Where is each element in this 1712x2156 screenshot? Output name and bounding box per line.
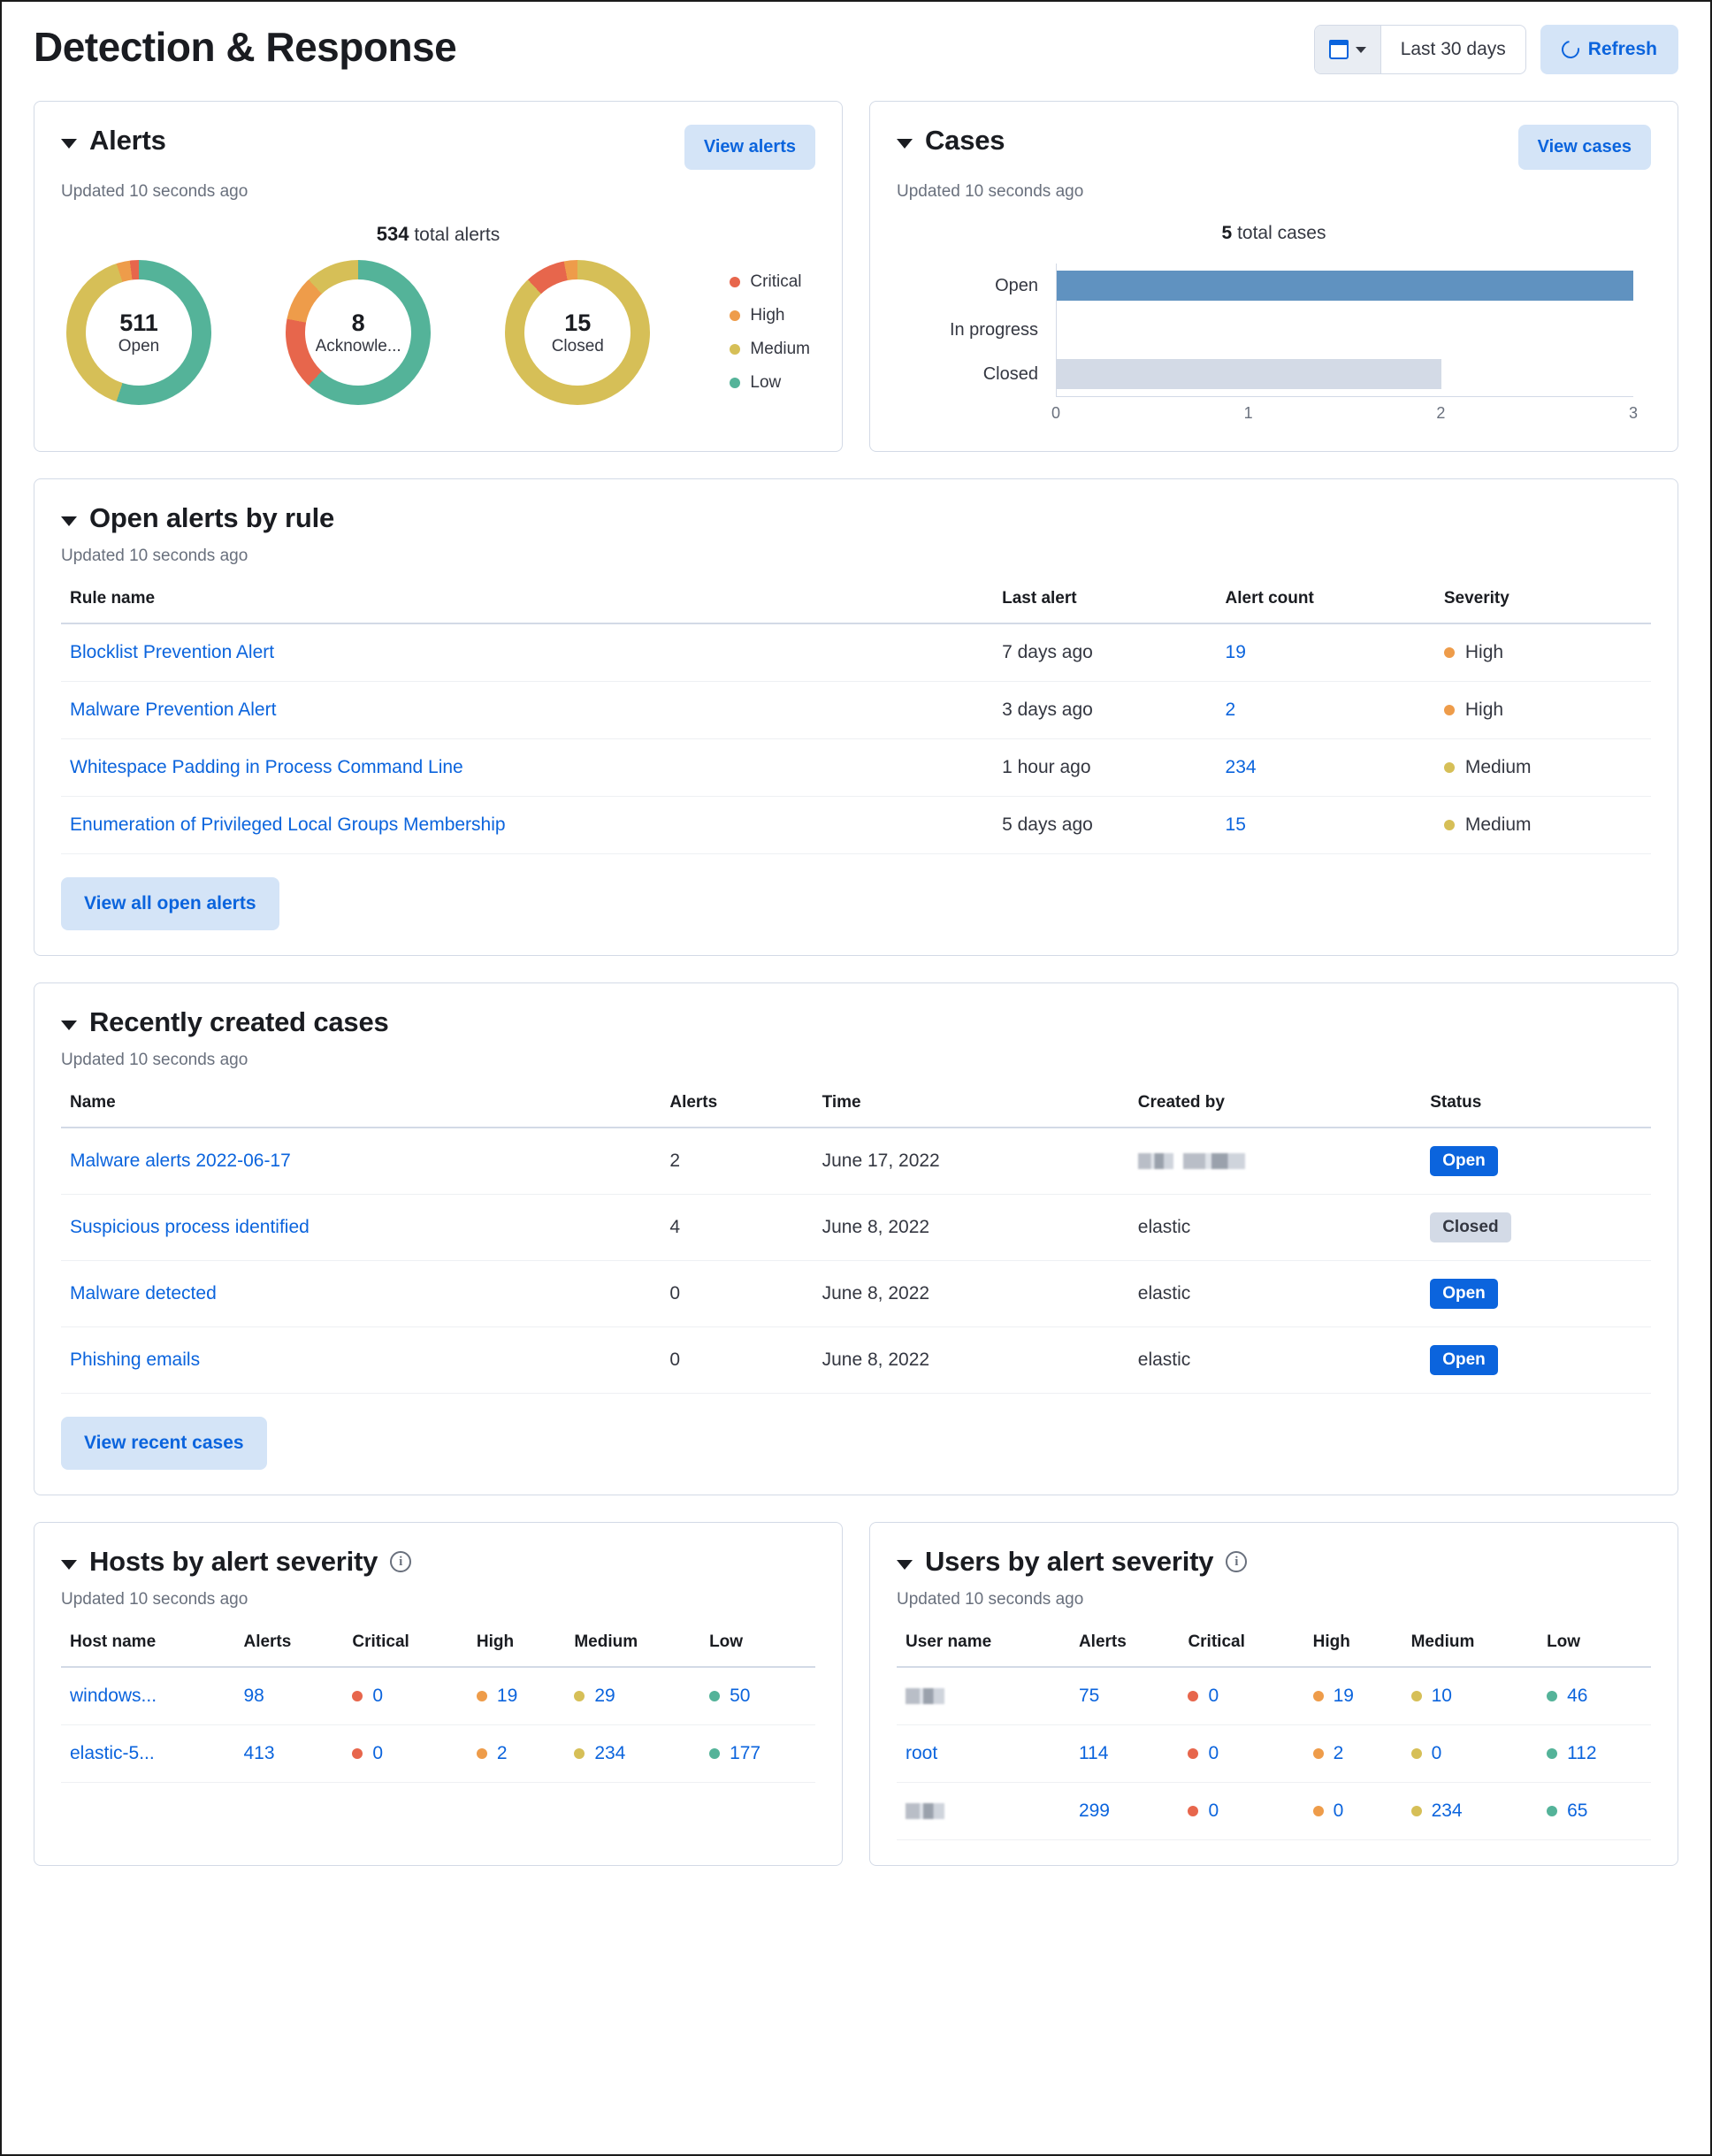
open-alerts-header bbox=[61, 502, 1651, 534]
collapse-caret-icon[interactable] bbox=[897, 1560, 913, 1570]
view-cases-button[interactable]: View cases bbox=[1518, 125, 1651, 170]
recent-cases-table bbox=[61, 1093, 1651, 1394]
alert-count-link[interactable]: 2 bbox=[1217, 682, 1435, 739]
low-count-cell[interactable]: 46 bbox=[1538, 1667, 1651, 1725]
table-header-row bbox=[897, 1632, 1651, 1667]
severity-tables-row bbox=[34, 1522, 1678, 1892]
table-row bbox=[897, 1667, 1651, 1725]
column-header[interactable]: Rule name bbox=[61, 589, 993, 623]
cases-bar-chart bbox=[897, 264, 1651, 426]
collapse-caret-icon[interactable] bbox=[897, 139, 913, 149]
cases-total-count: 5 bbox=[1221, 223, 1233, 243]
alerts-count-cell: 0 bbox=[661, 1261, 813, 1327]
legend-label: Medium bbox=[750, 340, 810, 358]
severity-cell: High bbox=[1435, 682, 1651, 739]
calendar-icon bbox=[1329, 40, 1349, 59]
info-icon[interactable]: i bbox=[390, 1551, 411, 1572]
alerts-total-suffix: total alerts bbox=[414, 225, 501, 245]
chevron-down-icon bbox=[1356, 47, 1366, 53]
table-body bbox=[61, 1128, 1651, 1394]
alerts-count-link[interactable]: 114 bbox=[1070, 1725, 1180, 1783]
refresh-icon bbox=[1558, 37, 1583, 62]
column-header[interactable]: High bbox=[1304, 1632, 1402, 1667]
critical-count-cell[interactable]: 0 bbox=[1179, 1783, 1303, 1840]
critical-count-cell[interactable]: 0 bbox=[343, 1667, 468, 1725]
alerts-count-link[interactable]: 75 bbox=[1070, 1667, 1180, 1725]
medium-count-cell[interactable]: 234 bbox=[1402, 1783, 1538, 1840]
table-header-row bbox=[61, 589, 1651, 623]
alerts-total bbox=[61, 223, 815, 246]
cases-panel bbox=[869, 101, 1678, 452]
table-row bbox=[897, 1783, 1651, 1840]
date-picker[interactable] bbox=[1314, 25, 1526, 74]
alerts-updated: Updated 10 seconds ago bbox=[61, 182, 248, 201]
refresh-label: Refresh bbox=[1587, 39, 1657, 59]
alerts-cases-row bbox=[34, 101, 1678, 478]
info-icon[interactable]: i bbox=[1226, 1551, 1247, 1572]
column-header[interactable]: Alerts bbox=[234, 1632, 343, 1667]
column-header[interactable]: Alerts bbox=[661, 1093, 813, 1128]
column-header[interactable]: Last alert bbox=[993, 589, 1216, 623]
legend-label: High bbox=[750, 306, 785, 325]
legend-dot-icon bbox=[730, 378, 740, 388]
bar-value[interactable] bbox=[1057, 359, 1441, 389]
cases-panel-header bbox=[897, 125, 1651, 170]
legend-label: Low bbox=[750, 373, 782, 392]
alerts-donut-group bbox=[61, 246, 815, 414]
table-row bbox=[61, 1195, 1651, 1261]
header-controls bbox=[1314, 25, 1678, 74]
case-name-link[interactable]: Suspicious process identified bbox=[61, 1195, 661, 1261]
legend-item-high[interactable] bbox=[730, 306, 810, 325]
rule-name-link[interactable]: Malware Prevention Alert bbox=[61, 682, 993, 739]
severity-cell: Medium bbox=[1435, 739, 1651, 797]
hosts-header bbox=[61, 1546, 815, 1578]
donut-value: 15 bbox=[564, 309, 592, 336]
table-row bbox=[61, 1327, 1651, 1394]
time-cell: June 8, 2022 bbox=[814, 1327, 1129, 1394]
severity-legend bbox=[724, 272, 810, 393]
medium-count-cell[interactable]: 234 bbox=[565, 1725, 700, 1783]
bar-category-label: Open bbox=[995, 275, 1038, 295]
users-title: Users by alert severity bbox=[925, 1546, 1214, 1577]
medium-count-cell[interactable]: 29 bbox=[565, 1667, 700, 1725]
alerts-count-link[interactable]: 98 bbox=[234, 1667, 343, 1725]
hosts-table bbox=[61, 1632, 815, 1783]
medium-count-cell[interactable]: 10 bbox=[1402, 1667, 1538, 1725]
cases-total-suffix: total cases bbox=[1237, 223, 1326, 243]
created-by-cell: elastic bbox=[1129, 1261, 1421, 1327]
table-row bbox=[897, 1725, 1651, 1783]
alerts-title: Alerts bbox=[89, 125, 166, 156]
open-alerts-by-rule-panel bbox=[34, 478, 1678, 956]
low-count-cell[interactable]: 50 bbox=[700, 1667, 815, 1725]
alert-count-link[interactable]: 15 bbox=[1217, 797, 1435, 854]
critical-count-cell[interactable]: 0 bbox=[1179, 1725, 1303, 1783]
date-picker-toggle[interactable] bbox=[1315, 26, 1381, 73]
legend-dot-icon bbox=[730, 310, 740, 321]
high-count-cell[interactable]: 19 bbox=[1304, 1667, 1402, 1725]
users-updated: Updated 10 seconds ago bbox=[897, 1590, 1084, 1609]
alerts-panel bbox=[34, 101, 843, 452]
table-row bbox=[61, 739, 1651, 797]
low-count-cell[interactable]: 65 bbox=[1538, 1783, 1651, 1840]
high-count-cell[interactable]: 19 bbox=[468, 1667, 565, 1725]
alerts-donut-closed[interactable] bbox=[505, 260, 650, 405]
hosts-by-alert-severity-panel bbox=[34, 1522, 843, 1866]
axis-tick: 3 bbox=[1628, 404, 1639, 422]
donut-label: Open bbox=[118, 336, 160, 356]
legend-dot-icon bbox=[730, 344, 740, 355]
column-header[interactable]: Alert count bbox=[1217, 589, 1435, 623]
column-header[interactable]: User name bbox=[897, 1632, 1070, 1667]
date-range-value[interactable]: Last 30 days bbox=[1400, 39, 1506, 59]
table-row bbox=[61, 682, 1651, 739]
severity-cell: Medium bbox=[1435, 797, 1651, 854]
time-cell: June 8, 2022 bbox=[814, 1261, 1129, 1327]
last-alert-cell: 7 days ago bbox=[993, 623, 1216, 682]
alerts-donut-open[interactable] bbox=[66, 260, 211, 405]
page-title: Detection & Response bbox=[34, 24, 457, 70]
legend-item-low[interactable] bbox=[730, 373, 810, 393]
alerts-total-count: 534 bbox=[376, 223, 409, 245]
column-header[interactable]: Time bbox=[814, 1093, 1129, 1128]
high-count-cell[interactable]: 2 bbox=[1304, 1725, 1402, 1783]
legend-label: Critical bbox=[750, 272, 802, 291]
bar-track bbox=[1056, 352, 1633, 396]
high-count-cell[interactable]: 2 bbox=[468, 1725, 565, 1783]
view-alerts-button[interactable]: View alerts bbox=[684, 125, 815, 170]
table-row bbox=[61, 1128, 1651, 1195]
bar-axis bbox=[1051, 396, 1639, 426]
last-alert-cell: 5 days ago bbox=[993, 797, 1216, 854]
cases-title: Cases bbox=[925, 125, 1005, 156]
time-cell: June 17, 2022 bbox=[814, 1128, 1129, 1195]
created-by-cell: elastic bbox=[1129, 1327, 1421, 1394]
donut-value: 8 bbox=[351, 309, 365, 336]
column-header[interactable]: Low bbox=[1538, 1632, 1651, 1667]
low-count-cell[interactable]: 112 bbox=[1538, 1725, 1651, 1783]
column-header[interactable]: Severity bbox=[1435, 589, 1651, 623]
users-table bbox=[897, 1632, 1651, 1840]
recently-created-cases-panel bbox=[34, 982, 1678, 1495]
created-by-cell: elastic bbox=[1129, 1195, 1421, 1261]
collapse-caret-icon[interactable] bbox=[61, 139, 77, 149]
alerts-count-link[interactable]: 299 bbox=[1070, 1783, 1180, 1840]
alerts-panel-header bbox=[61, 125, 815, 170]
refresh-button[interactable] bbox=[1540, 25, 1678, 74]
status-badge[interactable]: Open bbox=[1421, 1327, 1651, 1394]
collapse-caret-icon[interactable] bbox=[61, 1560, 77, 1570]
donut-label: Acknowle... bbox=[315, 336, 401, 356]
case-name-link[interactable]: Malware alerts 2022-06-17 bbox=[61, 1128, 661, 1195]
user-name-link[interactable]: root bbox=[897, 1725, 1070, 1783]
host-name-link[interactable]: elastic-5... bbox=[61, 1725, 234, 1783]
last-alert-cell: 1 hour ago bbox=[993, 739, 1216, 797]
column-header[interactable]: Medium bbox=[1402, 1632, 1538, 1667]
column-header[interactable]: Critical bbox=[1179, 1632, 1303, 1667]
cases-updated: Updated 10 seconds ago bbox=[897, 182, 1084, 201]
collapse-caret-icon[interactable] bbox=[61, 1021, 77, 1030]
table-body bbox=[897, 1667, 1651, 1840]
table-body bbox=[61, 623, 1651, 854]
column-header[interactable]: Alerts bbox=[1070, 1632, 1180, 1667]
axis-tick: 0 bbox=[1051, 404, 1061, 422]
column-header[interactable]: Critical bbox=[343, 1632, 468, 1667]
view-recent-cases-button[interactable]: View recent cases bbox=[61, 1417, 267, 1470]
critical-count-cell[interactable]: 0 bbox=[343, 1725, 468, 1783]
column-header[interactable]: Low bbox=[700, 1632, 815, 1667]
collapse-caret-icon[interactable] bbox=[61, 516, 77, 526]
bar-track bbox=[1056, 308, 1633, 352]
status-badge[interactable]: Open bbox=[1421, 1128, 1651, 1195]
bar-row bbox=[897, 264, 1633, 308]
table-row bbox=[61, 1725, 815, 1783]
recent-cases-header bbox=[61, 1006, 1651, 1038]
alerts-donut-acknowledged[interactable] bbox=[286, 260, 431, 405]
alerts-count-cell: 0 bbox=[661, 1327, 813, 1394]
alert-count-link[interactable]: 19 bbox=[1217, 623, 1435, 682]
last-alert-cell: 3 days ago bbox=[993, 682, 1216, 739]
open-alerts-title: Open alerts by rule bbox=[89, 502, 335, 533]
column-header[interactable]: High bbox=[468, 1632, 565, 1667]
users-by-alert-severity-panel bbox=[869, 1522, 1678, 1866]
status-badge[interactable]: Open bbox=[1421, 1261, 1651, 1327]
high-count-cell[interactable]: 0 bbox=[1304, 1783, 1402, 1840]
critical-count-cell[interactable]: 0 bbox=[1179, 1667, 1303, 1725]
table-body bbox=[61, 1667, 815, 1783]
low-count-cell[interactable]: 177 bbox=[700, 1725, 815, 1783]
table-row bbox=[61, 623, 1651, 682]
axis-tick: 1 bbox=[1243, 404, 1253, 422]
bar-category-label: In progress bbox=[949, 319, 1038, 340]
column-header[interactable]: Host name bbox=[61, 1632, 234, 1667]
host-name-link[interactable]: windows... bbox=[61, 1667, 234, 1725]
user-name-link[interactable] bbox=[897, 1667, 1070, 1725]
bar-row bbox=[897, 308, 1633, 352]
created-by-cell bbox=[1129, 1128, 1421, 1195]
users-header bbox=[897, 1546, 1651, 1578]
time-cell: June 8, 2022 bbox=[814, 1195, 1129, 1261]
rule-name-link[interactable]: Enumeration of Privileged Local Groups Membership bbox=[61, 797, 993, 854]
column-header[interactable]: Medium bbox=[565, 1632, 700, 1667]
bar-track bbox=[1056, 264, 1633, 308]
view-all-open-alerts-button[interactable]: View all open alerts bbox=[61, 877, 279, 930]
recent-cases-updated: Updated 10 seconds ago bbox=[61, 1051, 248, 1069]
bar-value[interactable] bbox=[1057, 271, 1633, 301]
table-row bbox=[61, 1667, 815, 1725]
user-name-link[interactable] bbox=[897, 1783, 1070, 1840]
open-alerts-table bbox=[61, 589, 1651, 854]
alert-count-link[interactable]: 234 bbox=[1217, 739, 1435, 797]
table-row bbox=[61, 1261, 1651, 1327]
page-header bbox=[34, 25, 1678, 74]
axis-tick: 2 bbox=[1436, 404, 1446, 422]
cases-total bbox=[897, 223, 1651, 244]
legend-item-medium[interactable] bbox=[730, 340, 810, 359]
table-header-row bbox=[61, 1093, 1651, 1128]
hosts-title: Hosts by alert severity bbox=[89, 1546, 378, 1577]
hosts-updated: Updated 10 seconds ago bbox=[61, 1590, 248, 1609]
column-header[interactable]: Created by bbox=[1129, 1093, 1421, 1128]
donut-value: 511 bbox=[119, 309, 158, 336]
rule-name-link[interactable]: Whitespace Padding in Process Command Line bbox=[61, 739, 993, 797]
case-name-link[interactable]: Malware detected bbox=[61, 1261, 661, 1327]
status-badge[interactable]: Closed bbox=[1421, 1195, 1651, 1261]
legend-dot-icon bbox=[730, 277, 740, 287]
table-row bbox=[61, 797, 1651, 854]
table-header-row bbox=[61, 1632, 815, 1667]
severity-cell: High bbox=[1435, 623, 1651, 682]
legend-item-critical[interactable] bbox=[730, 272, 810, 292]
rule-name-link[interactable]: Blocklist Prevention Alert bbox=[61, 623, 993, 682]
column-header[interactable]: Name bbox=[61, 1093, 661, 1128]
column-header[interactable]: Status bbox=[1421, 1093, 1651, 1128]
alerts-count-cell: 4 bbox=[661, 1195, 813, 1261]
alerts-count-link[interactable]: 413 bbox=[234, 1725, 343, 1783]
donut-label: Closed bbox=[551, 336, 604, 356]
bar-category-label: Closed bbox=[982, 363, 1038, 384]
alerts-count-cell: 2 bbox=[661, 1128, 813, 1195]
case-name-link[interactable]: Phishing emails bbox=[61, 1327, 661, 1394]
bar-row bbox=[897, 352, 1633, 396]
open-alerts-updated: Updated 10 seconds ago bbox=[61, 547, 248, 565]
medium-count-cell[interactable]: 0 bbox=[1402, 1725, 1538, 1783]
recent-cases-title: Recently created cases bbox=[89, 1006, 389, 1037]
